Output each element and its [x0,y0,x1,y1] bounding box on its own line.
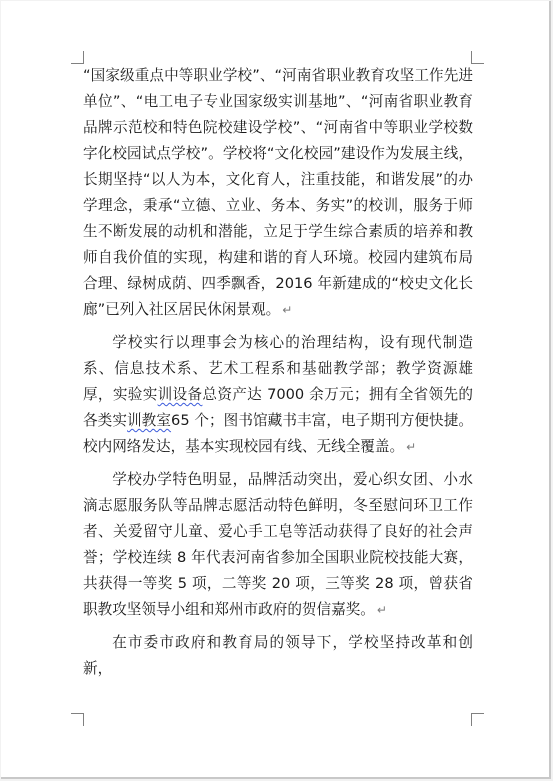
paragraph-mark: ↵ [282,303,293,317]
paragraph-2[interactable] [83,330,473,460]
crop-mark-bottom-left [71,713,84,726]
paragraph-3[interactable] [83,467,473,623]
document-body[interactable] [83,63,473,682]
paragraph-2-text-c: 65 个；图书馆藏书丰富，电子期刊方便快捷。校内网络发达，基本实现校园有线、无线全覆盖。 [83,412,473,455]
paragraph-2-text-b: 总资产达 7000 余万元；拥有全省领先的各类实 [83,386,473,429]
crop-mark-bottom-right [471,713,484,726]
paragraph-1-text: “国家级重点中等职业学校”、“河南省职业教育攻坚工作先进单位”、“电工电子专业国家级实训基地”、“河南省职业教育品牌示范校和特色院校建设学校”、“河南省中等职业学校数字化校园试点学校”。学校将“文化校园”建设作为发展主线，长期坚持“以人为本，文化育人，注重技能，和谐发展”的办学理念，秉承“立德、立业、务本、务实”的校训，服务于师生不断发展的动机和潜能，立足于学生综合素质的培养和教师自我价值的实现，构建和谐的育人环境。校园内建筑布局合理、绿树成荫、四季飘香，2016 年新建成的“校史文化长廊”已列入社区居民休闲景观。 [83,67,473,318]
paragraph-4[interactable] [83,630,473,682]
spellcheck-flag-2[interactable]: 训教室 [127,412,172,429]
paragraph-2-text-a: 学校实行以理事会为核心的治理结构，设有现代制造系、信息技术系、艺术工程系和基础教学部；教学资源雄厚，实验实 [83,334,473,403]
paragraph-4-text: 在市委市政府和教育局的领导下，学校坚持改革和创新， [83,634,473,677]
paragraph-1[interactable] [83,63,473,323]
paragraph-mark: ↵ [376,603,387,617]
spellcheck-flag-1[interactable]: 训设备 [157,386,203,403]
paragraph-3-text: 学校办学特色明显，品牌活动突出，爱心织女团、小水滴志愿服务队等品牌志愿活动特色鲜明，冬至慰问环卫工作者、关爱留守儿童、爱心手工皂等活动获得了良好的社会声誉；学校连续 8 年代表河南省参加全国职业院校技能大赛，共获得一等奖 5 项，二等奖 20 项，三等奖 28 项，曾获省职教攻坚领导小组和郑州市政府的贺信嘉奖。 [83,471,473,618]
paragraph-mark: ↵ [406,440,417,454]
